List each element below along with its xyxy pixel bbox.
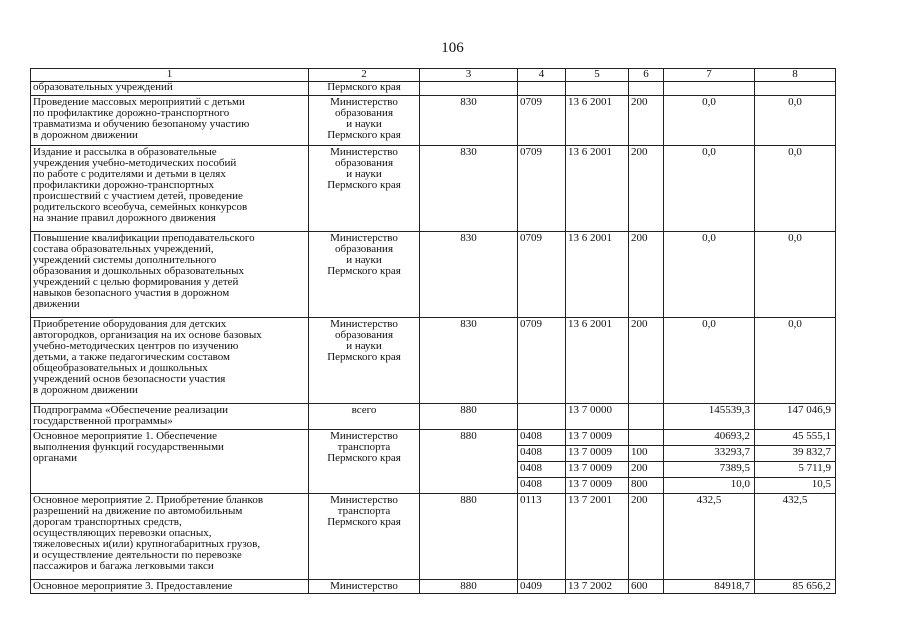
row-code-col3: 830 — [420, 96, 518, 146]
row-name: Основное мероприятие 1. Обеспечение выполнения функций государственными органами — [31, 430, 309, 494]
row-amount-col8: 0,0 — [755, 318, 836, 404]
row-code-col3: 880 — [420, 580, 518, 594]
row-name: Приобретение оборудования для детских автогородков, организация на их основе базовых учебно-методических центров по изучению детьми, а также педагогическим составом общеобразовательных и дошкольных учреждений основ безопасности участия в дорожном движении — [31, 318, 309, 404]
column-number-row — [31, 69, 836, 82]
row-code-col3: 880 — [420, 404, 518, 430]
row-amount-col7: 432,5 — [664, 494, 755, 580]
row-amount-col8: 0,0 — [755, 232, 836, 318]
row-cell — [629, 82, 664, 96]
column-header-5: 5 — [566, 69, 629, 82]
row-code-col5: 13 6 2001 — [566, 146, 629, 232]
row-code-col6: 100 — [629, 446, 664, 462]
row-amount-col7: 0,0 — [664, 318, 755, 404]
column-header-6: 6 — [629, 69, 664, 82]
row-code-col6: 200 — [629, 462, 664, 478]
table-row — [31, 318, 836, 404]
table-row — [31, 146, 836, 232]
row-code-col6: 800 — [629, 478, 664, 494]
row-author: Министерство образования и науки Пермского края — [309, 318, 420, 404]
row-code-col5: 13 7 2001 — [566, 494, 629, 580]
row-code-col4 — [518, 404, 566, 430]
row-amount-col7: 40693,2 — [664, 430, 755, 446]
row-author: Пермского края — [309, 82, 420, 96]
row-amount-col7: 7389,5 — [664, 462, 755, 478]
row-code-col5: 13 6 2001 — [566, 232, 629, 318]
row-amount-col8: 0,0 — [755, 96, 836, 146]
row-code-col4: 0709 — [518, 146, 566, 232]
row-code-col5: 13 6 2001 — [566, 318, 629, 404]
row-name: Основное мероприятие 2. Приобретение бланков разрешений на движение по автомобильным дорогам транспортных средств, осуществляющих перевозки опасных, тяжеловесных и(или) крупногабаритных грузов, и осуществление деятельности по перевозке пассажиров и багажа легковыми такси — [31, 494, 309, 580]
table-row-event-1 — [31, 430, 836, 446]
row-code-col6: 200 — [629, 232, 664, 318]
row-code-col5: 13 7 0009 — [566, 446, 629, 462]
row-code-col3: 880 — [420, 494, 518, 580]
column-header-2: 2 — [309, 69, 420, 82]
row-code-col5: 13 7 2002 — [566, 580, 629, 594]
row-code-col3: 830 — [420, 146, 518, 232]
row-author: Министерство транспорта Пермского края — [309, 430, 420, 494]
row-amount-col7: 10,0 — [664, 478, 755, 494]
column-header-8: 8 — [755, 69, 836, 82]
row-name: образовательных учреждений — [31, 82, 309, 96]
row-author: Министерство — [309, 580, 420, 594]
row-code-col4: 0408 — [518, 478, 566, 494]
row-amount-col7: 0,0 — [664, 232, 755, 318]
row-author: Министерство образования и науки Пермского края — [309, 96, 420, 146]
row-author: Министерство транспорта Пермского края — [309, 494, 420, 580]
row-cell — [518, 82, 566, 96]
row-code-col4: 0113 — [518, 494, 566, 580]
row-amount-col7: 145539,3 — [664, 404, 755, 430]
column-header-3: 3 — [420, 69, 518, 82]
row-code-col5: 13 7 0009 — [566, 478, 629, 494]
row-code-col3: 830 — [420, 232, 518, 318]
row-amount-col8: 5 711,9 — [755, 462, 836, 478]
row-code-col5: 13 7 0009 — [566, 430, 629, 446]
row-code-col6: 600 — [629, 580, 664, 594]
table-row — [31, 96, 836, 146]
table-row-subprogram — [31, 404, 836, 430]
row-code-col6 — [629, 430, 664, 446]
row-amount-col7: 0,0 — [664, 146, 755, 232]
row-code-col4: 0408 — [518, 430, 566, 446]
column-header-1: 1 — [31, 69, 309, 82]
row-code-col3: 880 — [420, 430, 518, 494]
table-row-event-3 — [31, 580, 836, 594]
table-row-event-2 — [31, 494, 836, 580]
row-code-col6: 200 — [629, 494, 664, 580]
row-amount-col8: 10,5 — [755, 478, 836, 494]
row-amount-col8: 39 832,7 — [755, 446, 836, 462]
row-code-col5: 13 7 0009 — [566, 462, 629, 478]
row-amount-col8: 45 555,1 — [755, 430, 836, 446]
row-code-col4: 0709 — [518, 232, 566, 318]
row-code-col5: 13 7 0000 — [566, 404, 629, 430]
row-amount-col8: 432,5 — [755, 494, 836, 580]
row-code-col4: 0409 — [518, 580, 566, 594]
row-author: Министерство образования и науки Пермского края — [309, 146, 420, 232]
row-code-col3: 830 — [420, 318, 518, 404]
column-header-4: 4 — [518, 69, 566, 82]
row-code-col4: 0408 — [518, 462, 566, 478]
row-cell — [755, 82, 836, 96]
table-row-continuation — [31, 82, 836, 96]
row-amount-col8: 147 046,9 — [755, 404, 836, 430]
row-author: Министерство образования и науки Пермского края — [309, 232, 420, 318]
row-cell — [664, 82, 755, 96]
row-code-col6: 200 — [629, 318, 664, 404]
budget-table — [30, 68, 836, 594]
row-author: всего — [309, 404, 420, 430]
row-amount-col8: 0,0 — [755, 146, 836, 232]
row-amount-col7: 0,0 — [664, 96, 755, 146]
page-number: 106 — [441, 40, 464, 56]
row-code-col5: 13 6 2001 — [566, 96, 629, 146]
row-amount-col8: 85 656,2 — [755, 580, 836, 594]
column-header-7: 7 — [664, 69, 755, 82]
row-name: Подпрограмма «Обеспечение реализации государственной программы» — [31, 404, 309, 430]
row-cell — [566, 82, 629, 96]
row-cell — [420, 82, 518, 96]
row-code-col6: 200 — [629, 146, 664, 232]
row-amount-col7: 33293,7 — [664, 446, 755, 462]
row-code-col4: 0709 — [518, 318, 566, 404]
row-code-col4: 0408 — [518, 446, 566, 462]
row-name: Проведение массовых мероприятий с детьми по профилактике дорожно-транспортного травматизма и обучению безопаному участию в дорожном движении — [31, 96, 309, 146]
row-amount-col7: 84918,7 — [664, 580, 755, 594]
table-row — [31, 232, 836, 318]
row-name: Основное мероприятие 3. Предоставление — [31, 580, 309, 594]
row-code-col4: 0709 — [518, 96, 566, 146]
row-code-col6 — [629, 404, 664, 430]
row-code-col6: 200 — [629, 96, 664, 146]
row-name: Повышение квалификации преподавательского состава образовательных учреждений, учреждений системы дополнительного образования и дошкольных образовательных учреждений с целью формирования у детей навыков безопасного участия в дорожном движении — [31, 232, 309, 318]
row-name: Издание и рассылка в образовательные учреждения учебно-методических пособий по работе с родителями и детьми в целях профилактики дорожно-транспортных происшествий с участием детей, проведение родительского всеобуча, семейных конкурсов на знание правил дорожного движения — [31, 146, 309, 232]
